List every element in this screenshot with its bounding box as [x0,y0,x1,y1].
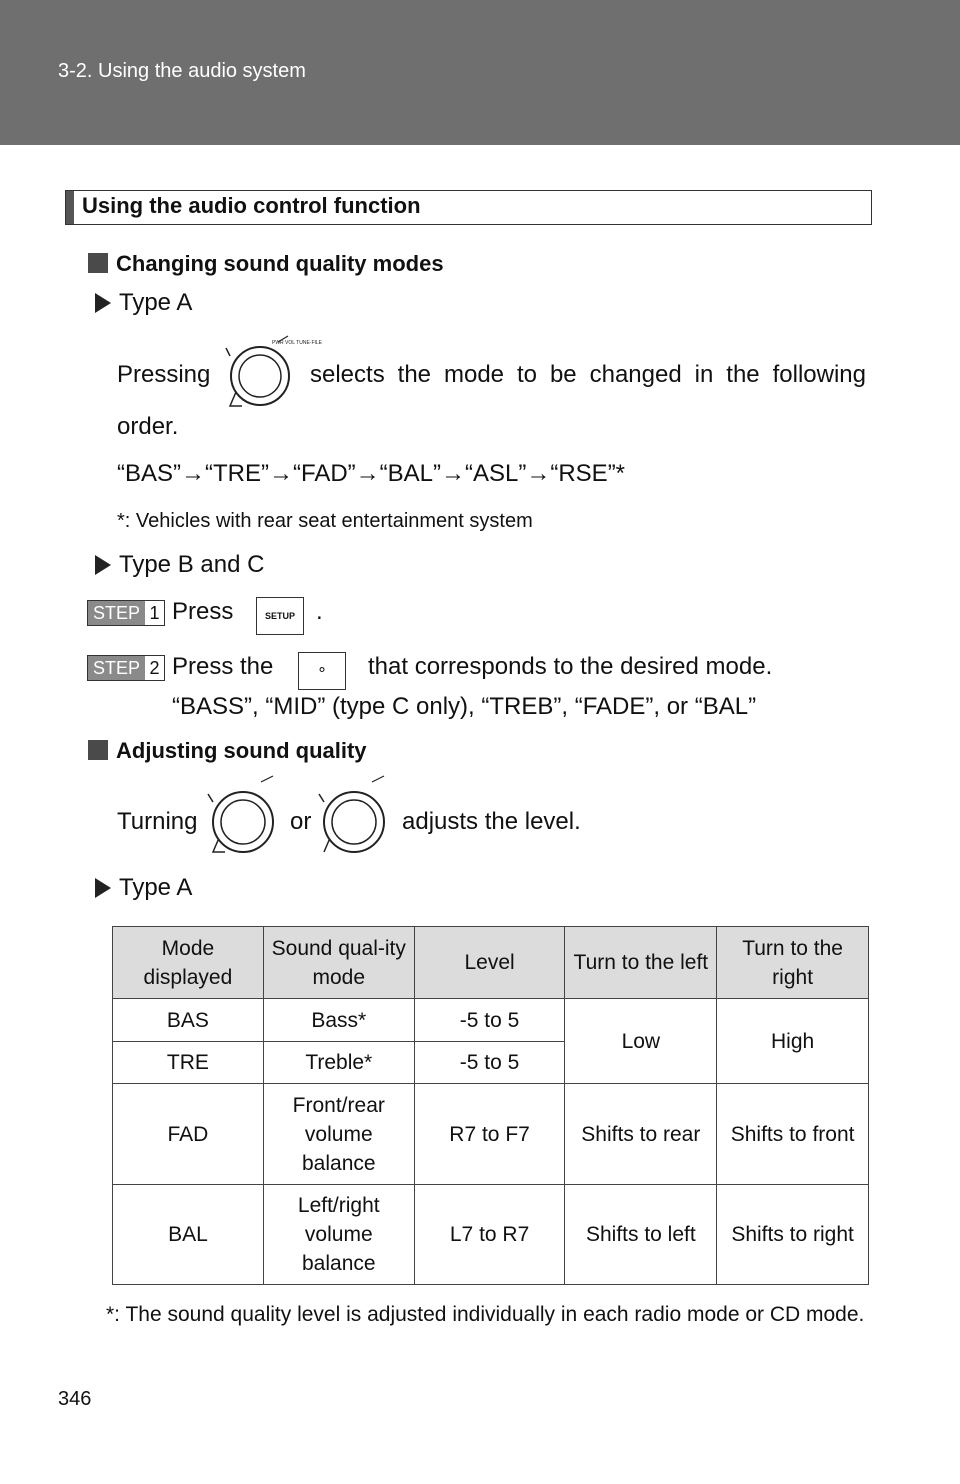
col-header: Turn to the right [717,927,869,999]
step-2-badge: STEP 2 [87,655,165,681]
step-2-options: “BASS”, “MID” (type C only), “TREB”, “FADE”, or “BAL” [172,693,757,720]
mode-sequence: “BAS”→“TRE”→“FAD”→“BAL”→“ASL”→“RSE”* [117,460,626,487]
table-cell: FAD [113,1084,264,1185]
table-cell: TRE [113,1042,264,1084]
or-text: or [290,808,312,835]
table-cell: L7 to R7 [414,1185,565,1285]
triangle-bullet-icon [95,555,111,575]
tune-knob-icon-bc [314,772,394,856]
table-cell: Low [565,999,717,1084]
table-cell: -5 to 5 [414,999,565,1042]
triangle-bullet-icon [95,293,111,313]
section-bar [66,191,74,224]
pressing-text: Pressing [117,361,211,388]
type-bc-label: Type B and C [95,550,264,580]
triangle-bullet-icon [95,878,111,898]
col-header: Sound qual-ity mode [263,927,414,999]
col-header: Turn to the left [565,927,717,999]
page-header [0,0,960,145]
sound-quality-table [112,926,869,1285]
table-cell: Left/right volume balance [263,1185,414,1285]
rse-note: *: Vehicles with rear seat entertainment system [117,510,533,532]
step-1-badge: STEP 1 [87,600,165,626]
table-cell: -5 to 5 [414,1042,565,1084]
selects-text: selects the mode to be changed in the following [310,361,866,388]
step-2-text: Press the [172,653,274,680]
table-row [113,1084,869,1185]
table-cell: BAS [113,999,264,1042]
turning-text: Turning [117,808,198,835]
type-a-label: Type A [95,288,192,318]
step-1-text: Press [172,598,234,625]
table-cell: Treble* [263,1042,414,1084]
page-number: 346 [58,1388,92,1410]
table-row [113,999,869,1042]
table-footnote: *: The sound quality level is adjusted individually in each radio mode or CD mode. [106,1303,865,1326]
table-cell: Shifts to rear [565,1084,717,1185]
table-header-row [113,927,869,999]
adjusts-text: adjusts the level. [402,808,581,835]
heading-change-modes: Changing sound quality modes [88,251,444,277]
table-cell: Front/rear volume balance [263,1084,414,1185]
step-2-text-after: that corresponds to the desired mode. [368,653,773,680]
square-bullet-icon [88,253,108,273]
knob-label: PWR VOL TUNE·FILE [272,340,323,346]
table-row [113,1185,869,1285]
table-cell: Bass* [263,999,414,1042]
tune-knob-icon [222,334,323,410]
col-header: Level [414,927,565,999]
step-1-period: . [316,598,323,625]
table-cell: Shifts to right [717,1185,869,1285]
type-a-label-2: Type A [95,873,192,903]
table-cell: BAL [113,1185,264,1285]
square-bullet-icon [88,740,108,760]
breadcrumb: 3-2. Using the audio system [58,60,306,82]
heading-adjust: Adjusting sound quality [88,738,367,764]
table-cell: Shifts to front [717,1084,869,1185]
table-cell: High [717,999,869,1084]
section-title-box [65,190,872,225]
mode-select-button[interactable]: ∘ [298,652,346,690]
order-text: order. [117,413,179,440]
col-header: Mode displayed [113,927,264,999]
table-cell: R7 to F7 [414,1084,565,1185]
tune-knob-icon-a [203,772,283,856]
section-title: Using the audio control function [82,193,421,218]
table-cell: Shifts to left [565,1185,717,1285]
setup-button[interactable]: SETUP [256,597,304,635]
